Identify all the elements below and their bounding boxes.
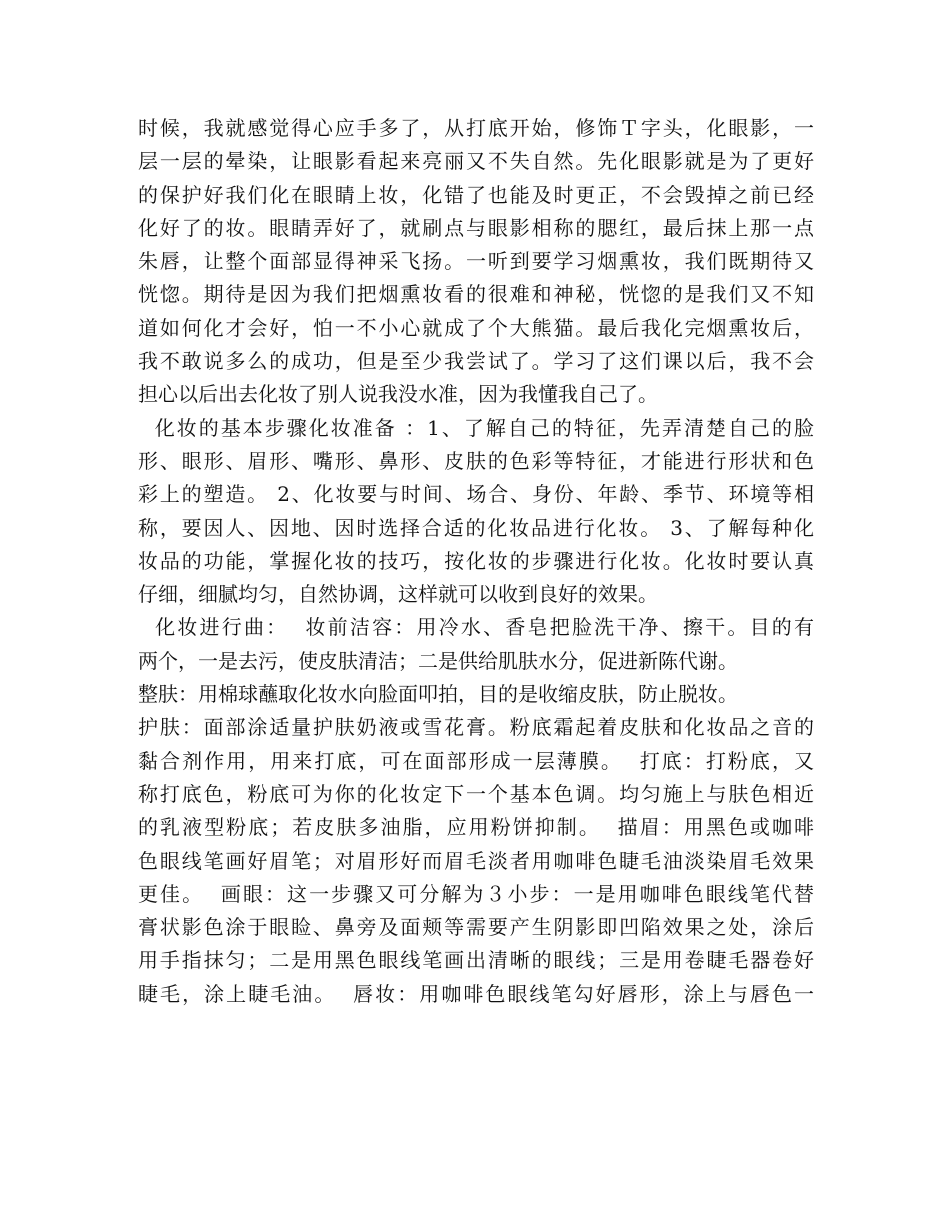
document-body bbox=[138, 112, 814, 1011]
text-line: 色眼线笔画好眉笔；对眉形好而眉毛淡者用咖啡色睫毛油淡染眉毛效果 bbox=[138, 848, 814, 873]
text-line: 仔细，细腻均匀，自然协调，这样就可以收到良好的效果。 bbox=[138, 582, 658, 607]
text-line: 的乳液型粉底；若皮肤多油脂，应用粉饼抑制。 描眉：用黑色或咖啡 bbox=[138, 815, 814, 840]
text-line: 整肤：用棉球蘸取化妆水向脸面叩拍，目的是收缩皮肤，防止脱妆。 bbox=[138, 682, 738, 707]
paragraph-basic-steps bbox=[138, 412, 814, 612]
text-line: 的保护好我们化在眼睛上妆，化错了也能及时更正，不会毁掉之前已经 bbox=[138, 182, 814, 207]
text-line: 睫毛，涂上睫毛油。 唇妆：用咖啡色眼线笔勾好唇形，涂上与唇色一 bbox=[138, 981, 814, 1006]
text-line: 两个，一是去污，使皮肤清洁；二是供给肌肤水分，促进新陈代谢。 bbox=[138, 648, 738, 673]
text-line: 膏状影色涂于眼睑、鼻旁及面颊等需要产生阴影即凹陷效果之处，涂后 bbox=[138, 915, 814, 940]
text-line: 时候，我就感觉得心应手多了，从打底开始，修饰Ｔ字头，化眼影，一 bbox=[138, 116, 814, 140]
text-line: 彩上的塑造。 2、化妆要与时间、场合、身份、年龄、季节、环境等相 bbox=[138, 482, 814, 507]
text-line: 化好了的妆。眼睛弄好了，就刷点与眼影相称的腮红，最后抹上那一点 bbox=[138, 215, 814, 240]
text-line: 妆品的功能，掌握化妆的技巧，按化妆的步骤进行化妆。化妆时要认真 bbox=[138, 548, 814, 573]
text-line: 形、眼形、眉形、嘴形、鼻形、皮肤的色彩等特征，才能进行形状和色 bbox=[138, 448, 814, 473]
text-line: 黏合剂作用，用来打底，可在面部形成一层薄膜。 打底：打粉底，又 bbox=[138, 748, 814, 773]
text-line: 层一层的晕染，让眼影看起来亮丽又不失自然。先化眼影就是为了更好 bbox=[138, 149, 814, 174]
text-line: 护肤：面部涂适量护肤奶液或雪花膏。粉底霜起着皮肤和化妆品之音的 bbox=[138, 715, 814, 740]
text-line: 称打底色，粉底可为你的化妆定下一个基本色调。均匀施上与肤色相近 bbox=[138, 781, 814, 806]
text-line: 道如何化才会好，怕一不小心就成了个大熊猫。最后我化完烟熏妆后， bbox=[138, 315, 814, 340]
text-line: 化妆的基本步骤化妆准备 ：1、了解自己的特征，先弄清楚自己的脸 bbox=[138, 415, 814, 440]
text-line: 担心以后出去化妆了别人说我没水准，因为我懂我自己了。 bbox=[138, 382, 658, 407]
text-line: 恍惚。期待是因为我们把烟熏妆看的很难和神秘，恍惚的是我们又不知 bbox=[138, 282, 814, 307]
text-line: 朱唇，让整个面部显得神采飞扬。一听到要学习烟熏妆，我们既期待又 bbox=[138, 249, 814, 274]
text-line: 更佳。 画眼：这一步骤又可分解为３小步：一是用咖啡色眼线笔代替 bbox=[138, 881, 814, 906]
text-line: 用手指抹匀；二是用黑色眼线笔画出清晰的眼线；三是用卷睫毛器卷好 bbox=[138, 948, 814, 973]
paragraph-makeup-process bbox=[138, 611, 814, 1011]
text-line: 化妆进行曲： 妆前洁容：用冷水、香皂把脸洗干净、擦干。目的有 bbox=[138, 615, 814, 640]
text-line: 称，要因人、因地、因时选择合适的化妆品进行化妆。 3、了解每种化 bbox=[138, 515, 814, 540]
text-line: 我不敢说多么的成功，但是至少我尝试了。学习了这们课以后，我不会 bbox=[138, 349, 814, 374]
paragraph-makeup-experience bbox=[138, 112, 814, 412]
